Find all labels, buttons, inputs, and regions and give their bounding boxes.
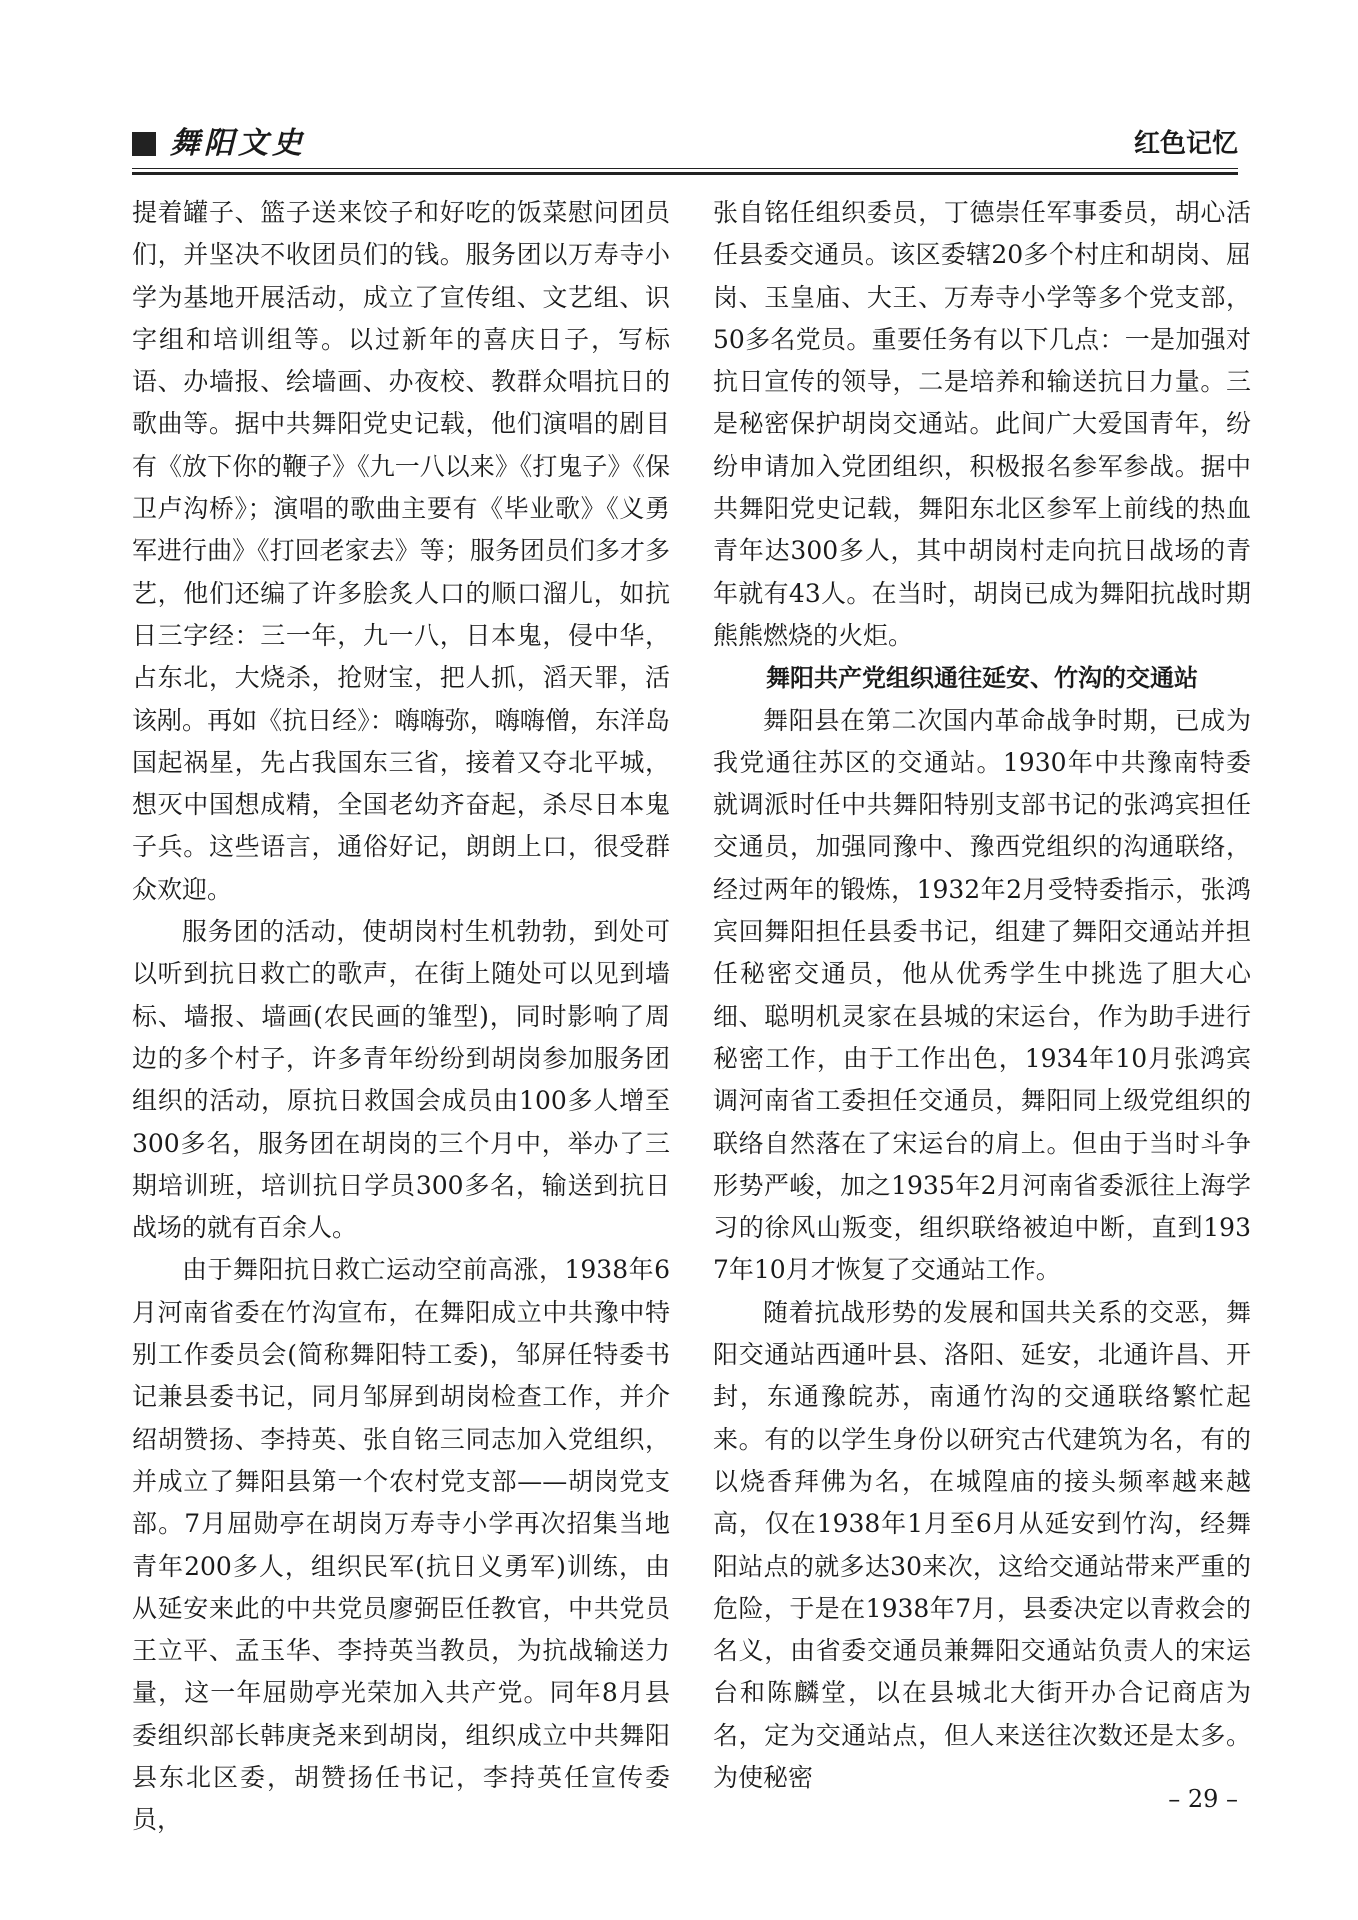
- header-square-icon: [132, 132, 156, 156]
- paragraph: 随着抗战形势的发展和国共关系的交恶，舞阳交通站西通叶县、洛阳、延安，北通许昌、开封，东通豫皖苏，南通竹沟的交通联络繁忙起来。有的以学生身份以研究古代建筑为名，有的以烧香拜佛为名，在城隍庙的接头频率越来越高，仅在1938年1月至6月从延安到竹沟，经舞阳站点的就多达30来次，这给交通站带来严重的危险，于是在1938年7月，县委决定以青救会的名义，由省委交通员兼舞阳交通站负责人的宋运台和陈麟堂，以在县城北大街开办合记商店为名，定为交通站点，但人来送往次数还是太多。为使秘密: [713, 1297, 1251, 1792]
- journal-title: 舞阳文史: [170, 126, 306, 161]
- left-column: [132, 192, 670, 1842]
- section-title: 红色记忆: [1133, 129, 1238, 159]
- page-number: – 29 –: [1168, 1785, 1238, 1813]
- paragraph: 舞阳县在第二次国内革命战争时期，已成为我党通往苏区的交通站。1930年中共豫南特委就调派时任中共舞阳特别支部书记的张鸿宾担任交通员，加强同豫中、豫西党组织的沟通联络，经过两年的锻炼，1932年2月受特委指示，张鸿宾回舞阳担任县委书记，组建了舞阳交通站并担任秘密交通员，他从优秀学生中挑选了胆大心细、聪明机灵家在县城的宋运台，作为助手进行秘密工作，由于工作出色，1934年10月张鸿宾调河南省工委担任交通员，舞阳同上级党组织的联络自然落在了宋运台的肩上。但由于当时斗争形势严峻，加之1935年2月河南省委派往上海学习的徐风山叛变，组织联络被迫中断，直到1937年10月才恢复了交通站工作。: [713, 705, 1251, 1285]
- section-heading: 舞阳共产党组织通往延安、竹沟的交通站: [766, 664, 1198, 693]
- page-header: [132, 124, 1238, 170]
- header-rule: [132, 168, 1238, 169]
- header-rule-thick: [132, 172, 1238, 175]
- paragraph: 提着罐子、篮子送来饺子和好吃的饭菜慰问团员们，并坚决不收团员们的钱。服务团以万寿寺小学为基地开展活动，成立了宣传组、文艺组、识字组和培训组等。以过新年的喜庆日子，写标语、办墙报、绘墙画、办夜校、教群众唱抗日的歌曲等。据中共舞阳党史记载，他们演唱的剧目有《放下你的鞭子》《九一八以来》《打鬼子》《保卫卢沟桥》；演唱的歌曲主要有《毕业歌》《义勇军进行曲》《打回老家去》等；服务团员们多才多艺，他们还编了许多脍炙人口的顺口溜儿，如抗日三字经：三一年，九一八，日本鬼，侵中华，占东北，大烧杀，抢财宝，把人抓，滔天罪，活该剐。再如《抗日经》：嗨嗨弥，嗨嗨僧，东洋岛国起祸星，先占我国东三省，接着又夺北平城，想灭中国想成精，全国老幼齐奋起，杀尽日本鬼子兵。这些语言，通俗好记，朗朗上口，很受群众欢迎。: [132, 198, 670, 904]
- paragraph: 由于舞阳抗日救亡运动空前高涨，1938年6月河南省委在竹沟宣布，在舞阳成立中共豫中特别工作委员会(简称舞阳特工委)，邹屏任特委书记兼县委书记，同月邹屏到胡岗检查工作，并介绍胡赞扬、李持英、张自铭三同志加入党组织，并成立了舞阳县第一个农村党支部——胡岗党支部。7月屈勋亭在胡岗万寿寺小学再次招集当地青年200多人，组织民军(抗日义勇军)训练，由从延安来此的中共党员廖弼臣任教官，中共党员王立平、孟玉华、李持英当教员，为抗战输送力量，这一年屈勋亭光荣加入共产党。同年8月县委组织部长韩庚尧来到胡岗，组织成立中共舞阳县东北区委，胡赞扬任书记，李持英任宣传委员，: [132, 1255, 670, 1835]
- paragraph: 服务团的活动，使胡岗村生机勃勃，到处可以听到抗日救亡的歌声，在街上随处可以见到墙标、墙报、墙画(农民画的雏型)，同时影响了周边的多个村子，许多青年纷纷到胡岗参加服务团组织的活动，原抗日救国会成员由100多人增至300多名，服务团在胡岗的三个月中，举办了三期培训班，培训抗日学员300多名，输送到抗日战场的就有百余人。: [132, 917, 670, 1243]
- right-column: [713, 192, 1251, 1799]
- paragraph: 张自铭任组织委员，丁德崇任军事委员，胡心活任县委交通员。该区委辖20多个村庄和胡岗、屈岗、玉皇庙、大王、万寿寺小学等多个党支部，50多名党员。重要任务有以下几点：一是加强对抗日宣传的领导，二是培养和输送抗日力量。三是秘密保护胡岗交通站。此间广大爱国青年，纷纷申请加入党团组织，积极报名参军参战。据中共舞阳党史记载，舞阳东北区参军上前线的热血青年达300多人，其中胡岗村走向抗日战场的青年就有43人。在当时，胡岗已成为舞阳抗战时期熊熊燃烧的火炬。: [713, 198, 1251, 650]
